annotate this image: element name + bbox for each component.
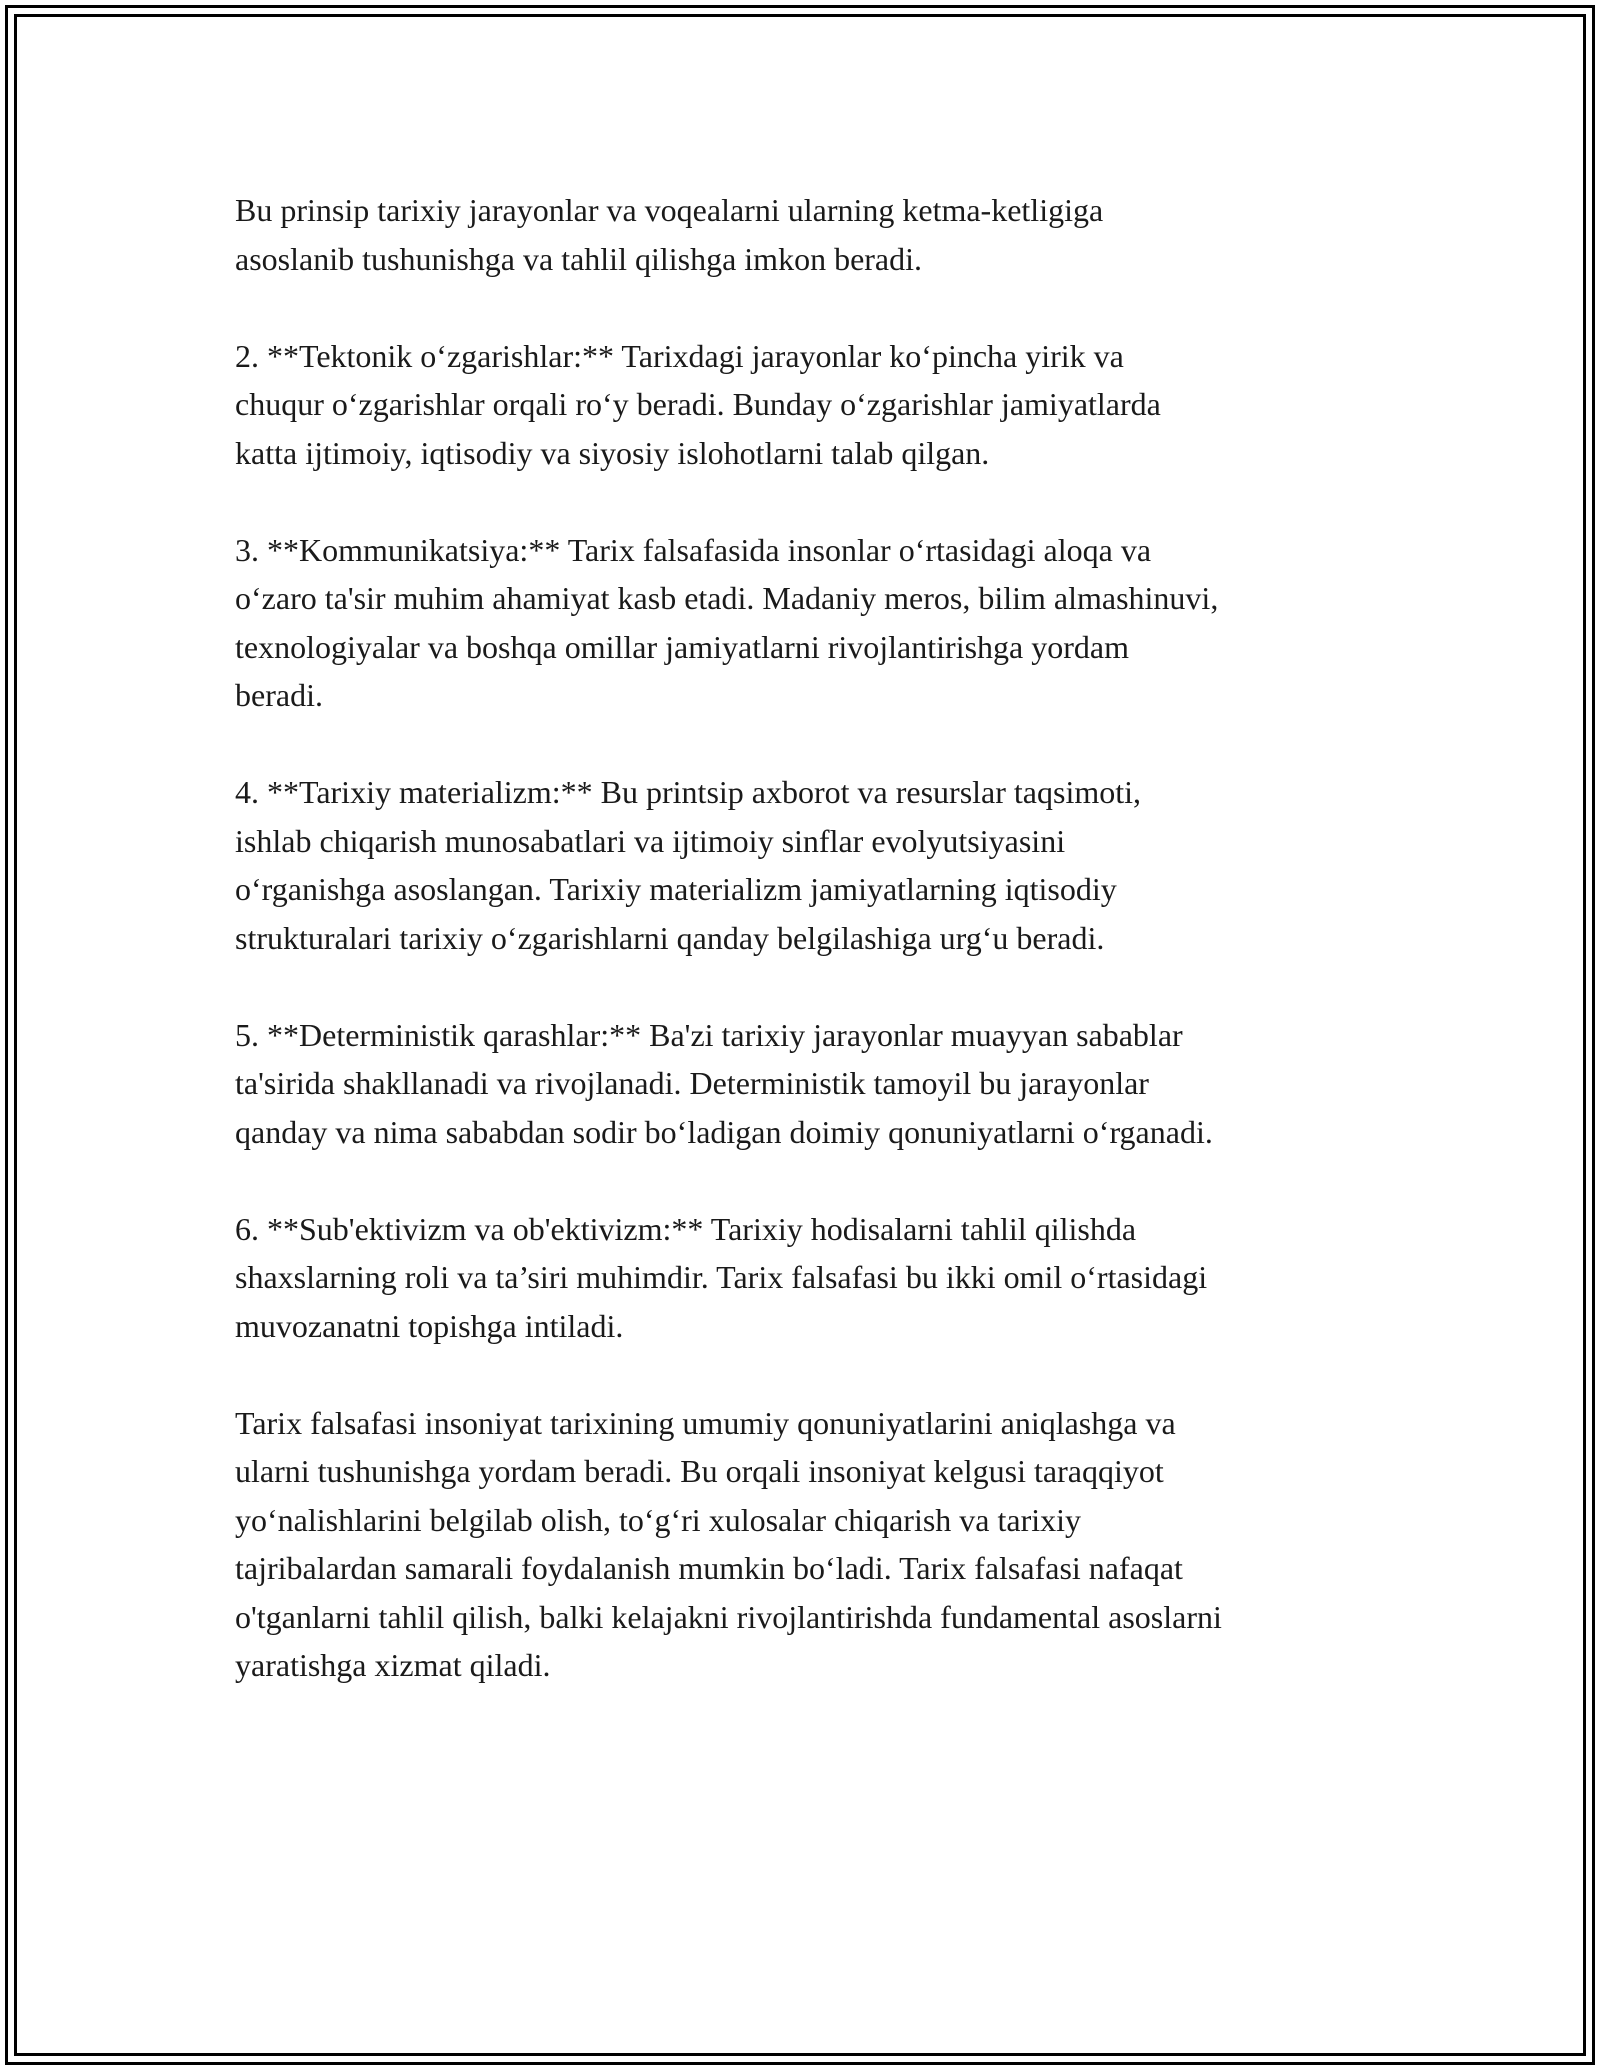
paragraph-subjectivism-objectivism — [235, 1205, 1385, 1351]
text-line: 2. **Tektonik o‘zgarishlar:** Tarixdagi jarayonlar ko‘pincha yirik va — [235, 337, 1124, 374]
paragraph-tectonic-changes — [235, 332, 1385, 478]
text-line: o‘zaro ta'sir muhim ahamiyat kasb etadi. Madaniy meros, bilim almashinuvi, — [235, 580, 1219, 616]
text-line: yaratishga xizmat qiladi. — [235, 1647, 551, 1683]
paragraph-intro — [235, 186, 1385, 283]
text-line: texnologiyalar va boshqa omillar jamiyatlarni rivojlantirishga yordam — [235, 628, 1129, 665]
text-line: katta ijtimoiy, iqtisodiy va siyosiy islohotlarni talab qilgan. — [235, 434, 990, 471]
text-line: beradi. — [235, 677, 323, 713]
paragraph-conclusion — [235, 1399, 1385, 1690]
document-body — [235, 186, 1385, 1738]
text-line: yo‘nalishlarini belgilab olish, to‘g‘ri xulosalar chiqarish va tarixiy — [235, 1501, 1082, 1538]
text-line: muvozanatni topishga intiladi. — [235, 1307, 624, 1344]
text-line: asoslanib tushunishga va tahlil qilishga imkon beradi. — [235, 240, 923, 277]
text-line: strukturalari tarixiy o‘zgarishlarni qanday belgilashiga urg‘u beradi. — [235, 919, 1105, 956]
text-line: 5. **Deterministik qarashlar:** Ba'zi tarixiy jarayonlar muayyan sabablar — [235, 1016, 1183, 1053]
text-line: ta'sirida shakllanadi va rivojlanadi. Deterministik tamoyil bu jarayonlar — [235, 1065, 1149, 1101]
text-line: qanday va nima sababdan sodir bo‘ladigan doimiy qonuniyatlarni o‘rganadi. — [235, 1113, 1213, 1150]
text-line: Bu prinsip tarixiy jarayonlar va voqealarni ularning ketma-ketligiga — [235, 192, 1104, 228]
text-line: ularni tushunishga yordam beradi. Bu orqali insoniyat kelgusi taraqqiyot — [235, 1453, 1164, 1489]
text-line: 3. **Kommunikatsiya:** Tarix falsafasida insonlar o‘rtasidagi aloqa va — [235, 531, 1152, 568]
text-line: ishlab chiqarish munosabatlari va ijtimoiy sinflar evolyutsiyasini — [235, 822, 1066, 859]
paragraph-communication — [235, 526, 1385, 720]
text-line: chuqur o‘zgarishlar orqali ro‘y beradi. Bunday o‘zgarishlar jamiyatlarda — [235, 386, 1161, 422]
text-line: o‘rganishga asoslangan. Tarixiy materializm jamiyatlarning iqtisodiy — [235, 871, 1117, 907]
text-line: 6. **Sub'ektivizm va ob'ektivizm:** Tarixiy hodisalarni tahlil qilishda — [235, 1210, 1137, 1247]
text-line: o'tganlarni tahlil qilish, balki kelajakni rivojlantirishda fundamental asoslarni — [235, 1598, 1222, 1635]
text-line: shaxslarning roli va ta’siri muhimdir. Tarix falsafasi bu ikki omil o‘rtasidagi — [235, 1259, 1208, 1295]
text-line: 4. **Tarixiy materializm:** Bu printsip axborot va resurslar taqsimoti, — [235, 774, 1142, 810]
paragraph-deterministic-views — [235, 1011, 1385, 1157]
paragraph-historical-materialism — [235, 768, 1385, 962]
text-line: Tarix falsafasi insoniyat tarixining umumiy qonuniyatlarini aniqlashga va — [235, 1404, 1176, 1441]
text-line: tajribalardan samarali foydalanish mumkin bo‘ladi. Tarix falsafasi nafaqat — [235, 1550, 1183, 1586]
